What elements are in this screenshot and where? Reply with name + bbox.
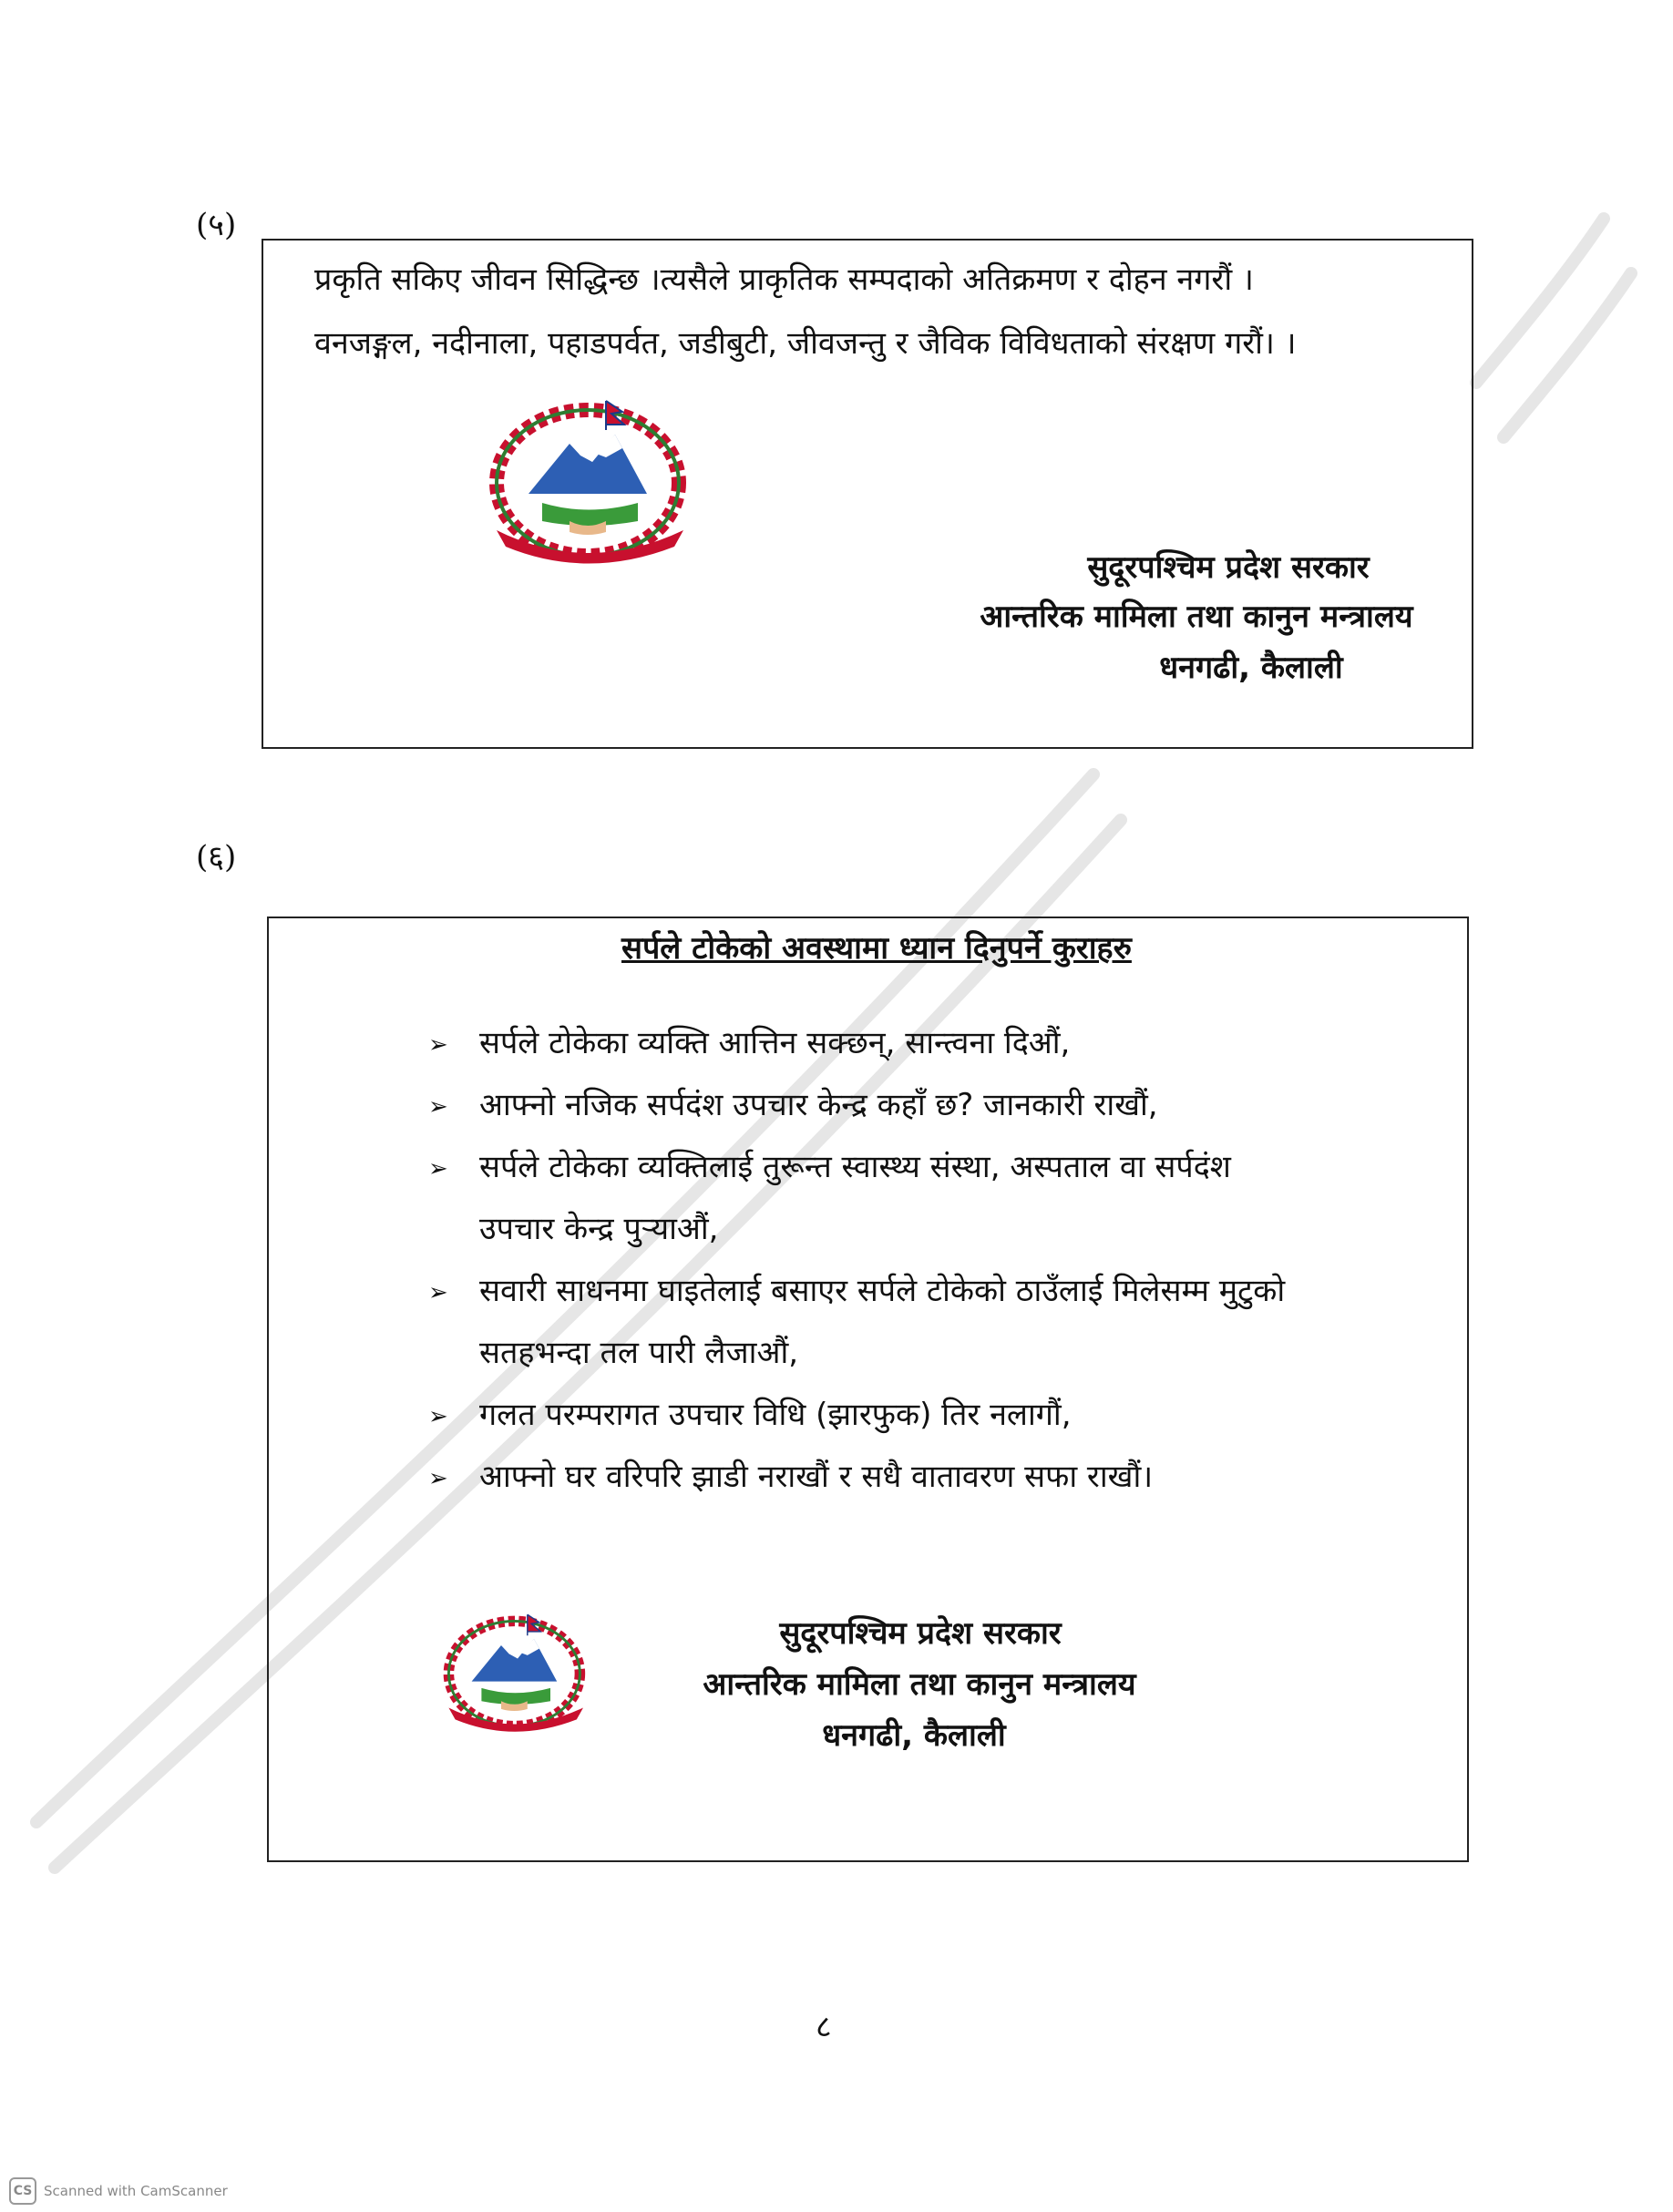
section-5-label: (५) [196,207,237,243]
section-5-line-1: प्रकृति सकिए जीवन सिद्धिन्छ ।त्यसैले प्राकृतिक सम्पदाको अतिक्रमण र दोहन नगरौं । [314,261,1254,298]
section-6-heading: सर्पले टोकेको अवस्थामा ध्यान दिनुपर्ने कुराहरु [621,930,1132,967]
bullet-item: ➢ सर्पले टोकेका व्यक्ति आत्तिन सक्छन्, सान्त्वना दिऔं, [428,1025,1071,1061]
bullet-continuation: उपचार केन्द्र पुऱ्याऔं, [479,1211,719,1247]
bullet-item: ➢ आफ्नो घर वरिपरि झाडी नराखौं र सधै वातावरण सफा राखौं। [428,1459,1154,1495]
scanner-footer-text: Scanned with CamScanner [44,2183,228,2199]
bullet-item: ➢ सर्पले टोकेका व्यक्तिलाई तुरून्त स्वास्थ्य संस्था, अस्पताल वा सर्पदंश [428,1149,1231,1185]
nepal-emblem-icon [436,1605,600,1742]
nepal-emblem-icon [478,394,706,572]
bullet-item: ➢ आफ्नो नजिक सर्पदंश उपचार केन्द्र कहाँ छ? जानकारी राखौं, [428,1087,1158,1123]
section-5-sig-line-1: सुदूरपश्चिम प्रदेश सरकार [1087,549,1370,586]
bullet-item: ➢ सवारी साधनमा घाइतेलाई बसाएर सर्पले टोकेको ठाउँलाई मिलेसम्म मुटुको [428,1273,1286,1309]
section-6-sig-line-3: धनगढी, कैलाली [822,1717,1006,1754]
scanner-footer [9,2177,228,2205]
camscanner-logo-icon: CS [9,2177,36,2205]
section-5-line-2: वनजङ्गल, नदीनाला, पहाडपर्वत, जडीबुटी, जीवजन्तु र जैविक विविधताको संरक्षण गरौं। । [314,325,1297,362]
section-5-sig-line-2: आन्तरिक मामिला तथा कानुन मन्त्रालय [980,599,1413,635]
section-6-sig-line-1: सुदूरपश्चिम प्रदेश सरकार [779,1615,1062,1652]
bullet-item: ➢ गलत परम्परागत उपचार विधि (झारफुक) तिर नलागौं, [428,1397,1072,1433]
section-6-sig-line-2: आन्तरिक मामिला तथा कानुन मन्त्रालय [703,1666,1136,1703]
section-6-label: (६) [196,839,237,876]
section-5-sig-line-3: धनगढी, कैलाली [1159,650,1343,686]
page-number: ८ [816,2009,832,2045]
bullet-continuation: सतहभन्दा तल पारी लैजाऔं, [479,1335,799,1371]
